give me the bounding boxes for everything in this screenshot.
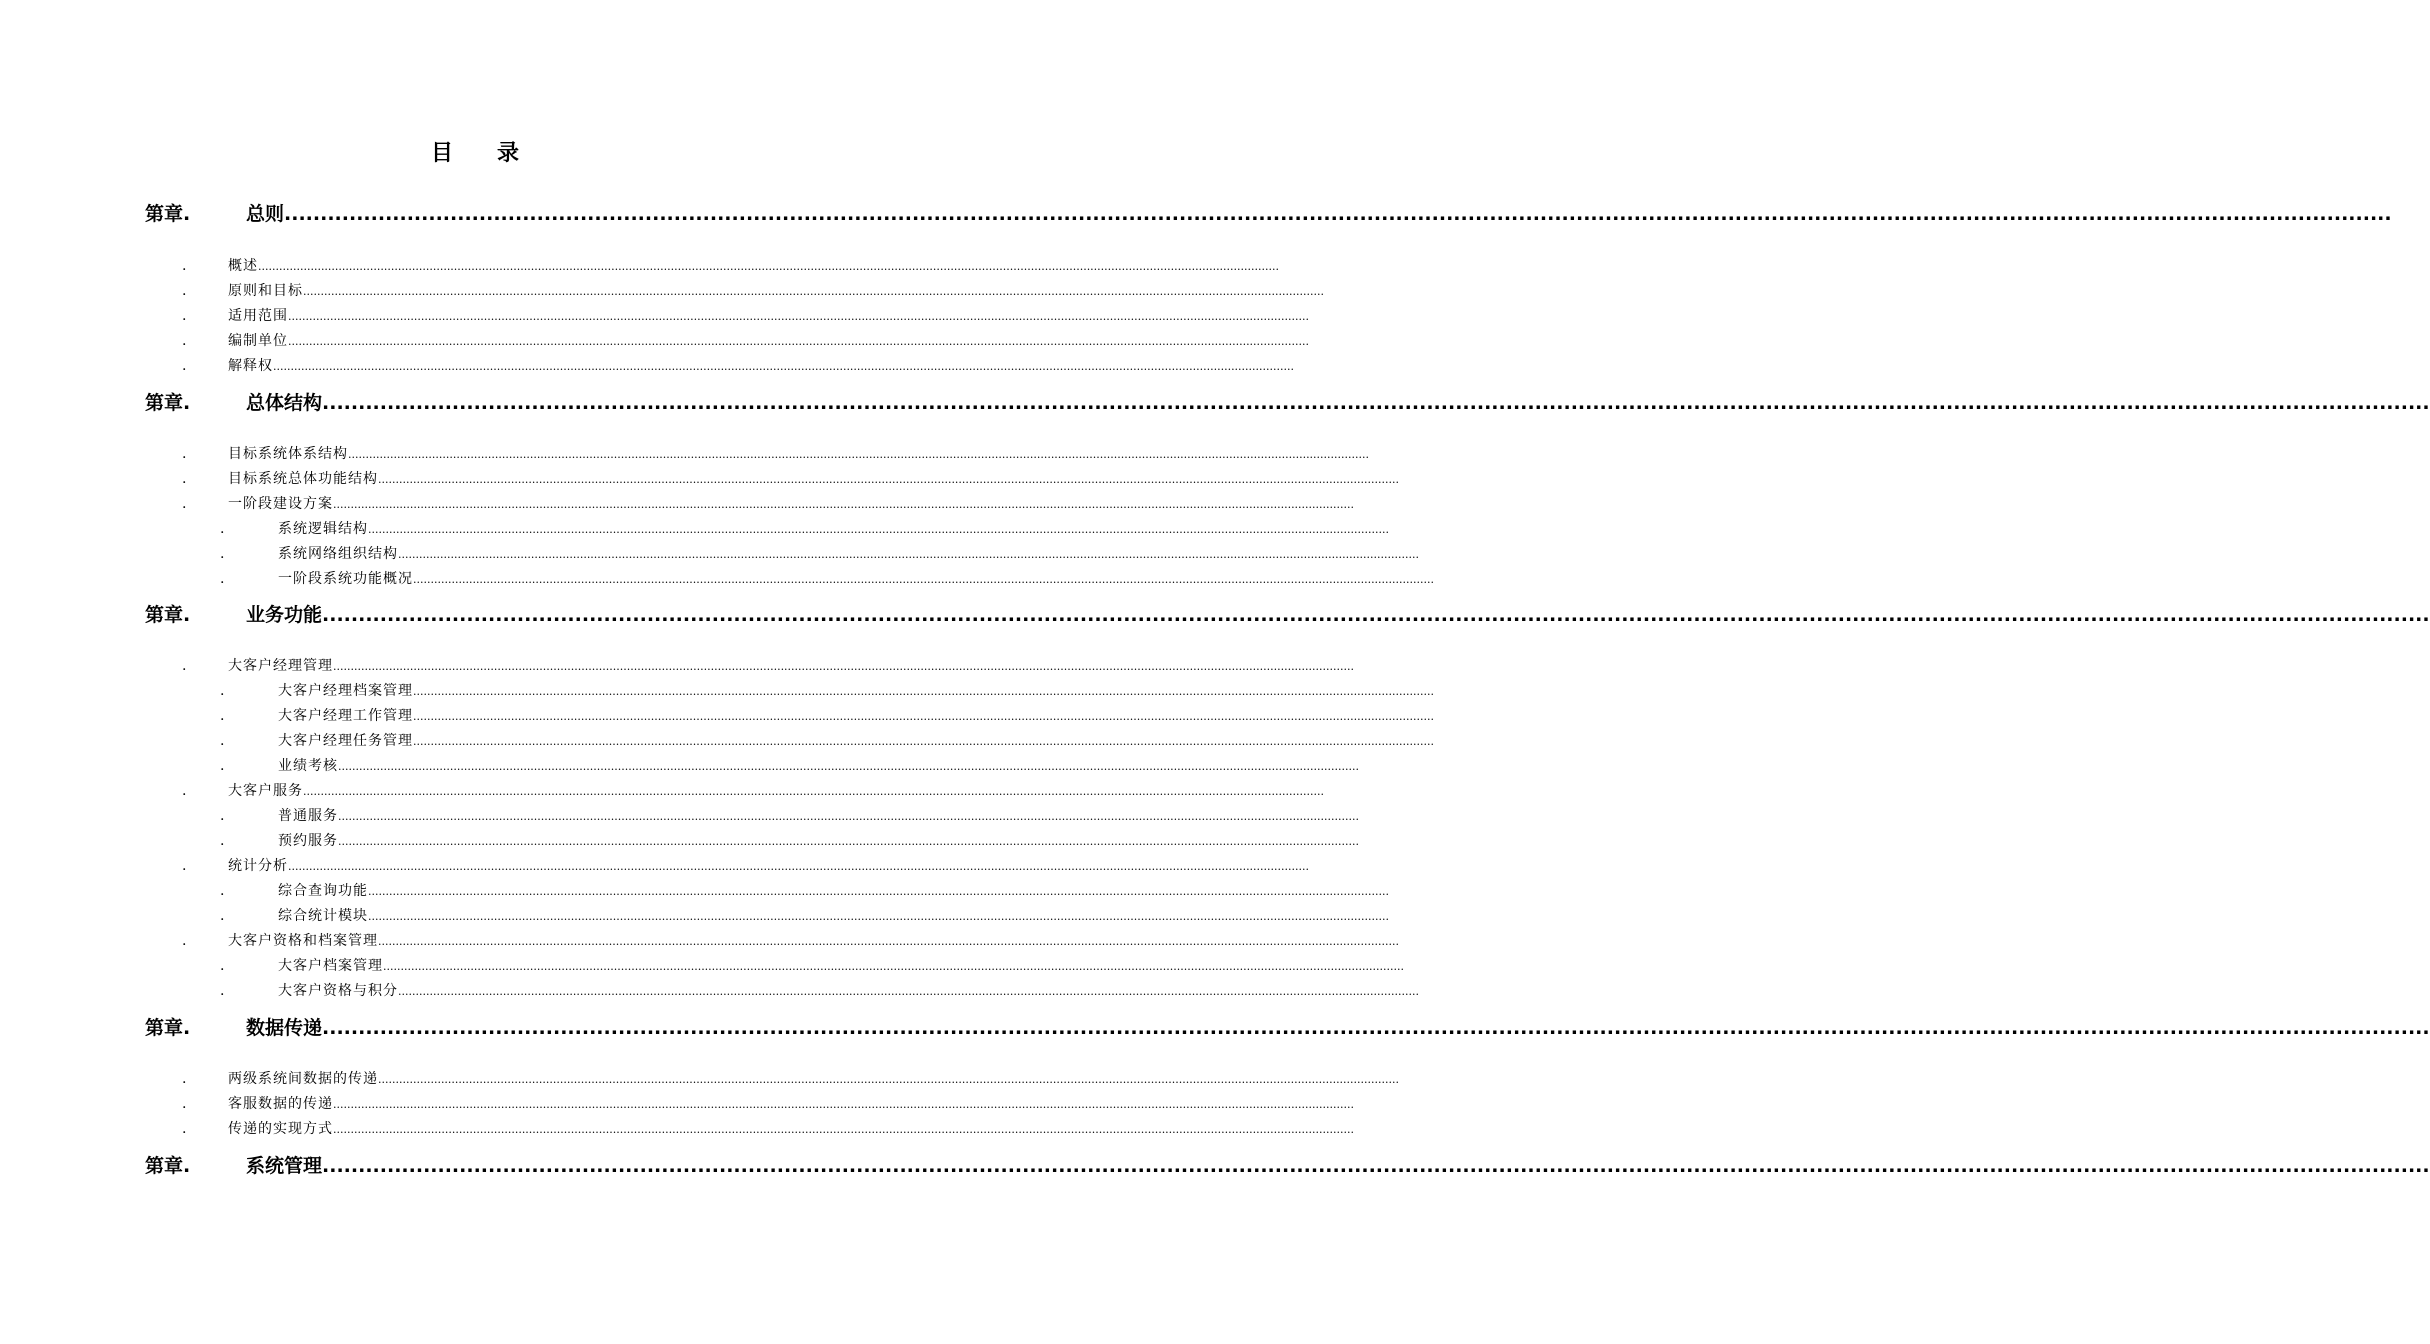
- toc-entry-number: .: [220, 908, 225, 924]
- dot-leader: ....................................................................................................................................................................................................................................................................................................: [288, 310, 1310, 323]
- toc-entry-title: 客服数据的传递: [228, 1096, 333, 1112]
- toc-entry-section[interactable]: [182, 305, 1310, 327]
- dot-leader: ....................................................................................................................................................................................................................................................................................................: [322, 1017, 2430, 1039]
- toc-entry-subsection[interactable]: [220, 980, 1420, 1002]
- toc-entry-subsection[interactable]: [220, 830, 1360, 852]
- dot-leader: ....................................................................................................................................................................................................................................................................................................: [322, 604, 2430, 626]
- dot-leader: ....................................................................................................................................................................................................................................................................................................: [338, 810, 1360, 823]
- toc-entry-title: 适用范围: [228, 308, 288, 324]
- dot-leader: ....................................................................................................................................................................................................................................................................................................: [288, 860, 1310, 873]
- toc-entry-title: 系统逻辑结构: [278, 521, 368, 537]
- toc-entry-number: .: [220, 808, 225, 824]
- toc-entry-title: 两级系统间数据的传递: [228, 1071, 378, 1087]
- toc-entry-title: 大客户经理档案管理: [278, 683, 413, 699]
- toc-entry-number: 第章.: [145, 203, 191, 225]
- dot-leader: ....................................................................................................................................................................................................................................................................................................: [303, 285, 1325, 298]
- toc-entry-number: .: [182, 333, 187, 349]
- toc-entry-number: .: [182, 283, 187, 299]
- dot-leader: ....................................................................................................................................................................................................................................................................................................: [383, 960, 1405, 973]
- toc-entry-subsection[interactable]: [220, 518, 1390, 540]
- toc-entry-title: 传递的实现方式: [228, 1121, 333, 1137]
- toc-entry-number: .: [220, 733, 225, 749]
- toc-entry-number: .: [220, 883, 225, 899]
- toc-entry-chapter[interactable]: [145, 199, 2392, 229]
- toc-entry-title: 目标系统体系结构: [228, 446, 348, 462]
- toc-entry-title: 业绩考核: [278, 758, 338, 774]
- toc-entry-title: 一阶段建设方案: [228, 496, 333, 512]
- toc-entry-number: .: [182, 1096, 187, 1112]
- toc-entry-subsection[interactable]: [220, 755, 1360, 777]
- toc-entry-title: 总则: [246, 203, 285, 225]
- toc-entry-subsection[interactable]: [220, 730, 1435, 752]
- toc-entry-title: 目标系统总体功能结构: [228, 471, 378, 487]
- toc-entry-section[interactable]: [182, 1093, 1355, 1115]
- toc-entry-title: 系统网络组织结构: [278, 546, 398, 562]
- toc-entry-section[interactable]: [182, 1068, 1400, 1090]
- dot-leader: ....................................................................................................................................................................................................................................................................................................: [322, 392, 2430, 414]
- dot-leader: ....................................................................................................................................................................................................................................................................................................: [413, 685, 1435, 698]
- toc-entry-section[interactable]: [182, 255, 1280, 277]
- toc-entry-number: .: [182, 858, 187, 874]
- toc-entry-subsection[interactable]: [220, 805, 1360, 827]
- toc-entry-number: .: [182, 1071, 187, 1087]
- toc-entry-title: 综合统计模块: [278, 908, 368, 924]
- toc-entry-number: .: [182, 258, 187, 274]
- toc-entry-title: 数据传递: [246, 1017, 323, 1039]
- toc-entry-section[interactable]: [182, 1118, 1355, 1140]
- toc-entry-title: 大客户经理任务管理: [278, 733, 413, 749]
- dot-leader: ....................................................................................................................................................................................................................................................................................................: [378, 935, 1400, 948]
- toc-heading: [0, 136, 950, 167]
- dot-leader: ....................................................................................................................................................................................................................................................................................................: [413, 573, 1435, 586]
- toc-entry-title: 系统管理: [246, 1155, 323, 1177]
- dot-leader: ....................................................................................................................................................................................................................................................................................................: [288, 335, 1310, 348]
- dot-leader: ....................................................................................................................................................................................................................................................................................................: [368, 523, 1390, 536]
- toc-entry-number: .: [220, 683, 225, 699]
- toc-entry-section[interactable]: [182, 655, 1355, 677]
- toc-entry-section[interactable]: [182, 468, 1400, 490]
- dot-leader: ....................................................................................................................................................................................................................................................................................................: [333, 1098, 1355, 1111]
- dot-leader: ....................................................................................................................................................................................................................................................................................................: [398, 548, 1420, 561]
- dot-leader: ....................................................................................................................................................................................................................................................................................................: [333, 660, 1355, 673]
- toc-entry-section[interactable]: [182, 493, 1355, 515]
- toc-entry-title: 原则和目标: [228, 283, 303, 299]
- toc-entry-number: .: [220, 521, 225, 537]
- dot-leader: ....................................................................................................................................................................................................................................................................................................: [368, 885, 1390, 898]
- toc-entry-title: 综合查询功能: [278, 883, 368, 899]
- toc-entry-title: 总体结构: [246, 392, 323, 414]
- toc-entry-title: 大客户经理管理: [228, 658, 333, 674]
- toc-entry-number: .: [220, 546, 225, 562]
- dot-leader: ....................................................................................................................................................................................................................................................................................................: [338, 760, 1360, 773]
- dot-leader: ....................................................................................................................................................................................................................................................................................................: [303, 785, 1325, 798]
- toc-entry-section[interactable]: [182, 780, 1325, 802]
- toc-entry-subsection[interactable]: [220, 705, 1435, 727]
- toc-entry-title: 普通服务: [278, 808, 338, 824]
- toc-entry-chapter[interactable]: [145, 388, 2430, 418]
- toc-entry-section[interactable]: [182, 443, 1370, 465]
- toc-entry-title: 大客户档案管理: [278, 958, 383, 974]
- toc-entry-number: 第章.: [145, 1017, 191, 1039]
- toc-entry-title: 大客户经理工作管理: [278, 708, 413, 724]
- toc-entry-title: 大客户资格和档案管理: [228, 933, 378, 949]
- dot-leader: ....................................................................................................................................................................................................................................................................................................: [258, 260, 1280, 273]
- toc-entry-subsection[interactable]: [220, 955, 1405, 977]
- toc-entry-section[interactable]: [182, 330, 1310, 352]
- toc-entry-section[interactable]: [182, 930, 1400, 952]
- toc-entry-chapter[interactable]: [145, 1013, 2430, 1043]
- toc-entry-number: .: [182, 658, 187, 674]
- toc-entry-number: .: [220, 708, 225, 724]
- toc-entry-chapter[interactable]: [145, 1151, 2430, 1181]
- toc-entry-number: .: [182, 783, 187, 799]
- toc-entry-subsection[interactable]: [220, 880, 1390, 902]
- toc-entry-number: .: [182, 358, 187, 374]
- toc-entry-title: 大客户服务: [228, 783, 303, 799]
- dot-leader: ....................................................................................................................................................................................................................................................................................................: [284, 203, 2392, 225]
- toc-entry-title: 一阶段系统功能概况: [278, 571, 413, 587]
- toc-entry-number: .: [182, 1121, 187, 1137]
- toc-entry-title: 预约服务: [278, 833, 338, 849]
- toc-entry-number: .: [182, 496, 187, 512]
- toc-entry-number: .: [182, 308, 187, 324]
- toc-entry-chapter[interactable]: [145, 600, 2430, 630]
- dot-leader: ....................................................................................................................................................................................................................................................................................................: [398, 985, 1420, 998]
- dot-leader: ....................................................................................................................................................................................................................................................................................................: [413, 735, 1435, 748]
- toc-entry-title: 概述: [228, 258, 258, 274]
- dot-leader: ....................................................................................................................................................................................................................................................................................................: [273, 360, 1295, 373]
- dot-leader: ....................................................................................................................................................................................................................................................................................................: [413, 710, 1435, 723]
- toc-entry-section[interactable]: [182, 355, 1295, 377]
- dot-leader: ....................................................................................................................................................................................................................................................................................................: [368, 910, 1390, 923]
- toc-entry-title: 业务功能: [246, 604, 323, 626]
- toc-entry-number: .: [220, 758, 225, 774]
- toc-entry-number: .: [220, 983, 225, 999]
- toc-entry-title: 大客户资格与积分: [278, 983, 398, 999]
- toc-entry-number: .: [220, 571, 225, 587]
- toc-entry-subsection[interactable]: [220, 568, 1435, 590]
- dot-leader: ....................................................................................................................................................................................................................................................................................................: [378, 1073, 1400, 1086]
- dot-leader: ....................................................................................................................................................................................................................................................................................................: [348, 448, 1370, 461]
- toc-entry-subsection[interactable]: [220, 680, 1435, 702]
- toc-heading-part2: 录: [497, 140, 520, 166]
- toc-entry-number: .: [182, 471, 187, 487]
- dot-leader: ....................................................................................................................................................................................................................................................................................................: [333, 1123, 1355, 1136]
- toc-entry-section[interactable]: [182, 855, 1310, 877]
- dot-leader: ....................................................................................................................................................................................................................................................................................................: [322, 1155, 2430, 1177]
- toc-entry-title: 统计分析: [228, 858, 288, 874]
- toc-entry-number: .: [220, 958, 225, 974]
- toc-entry-section[interactable]: [182, 280, 1325, 302]
- toc-entry-title: 编制单位: [228, 333, 288, 349]
- toc-heading-part1: 目: [430, 140, 453, 166]
- dot-leader: ....................................................................................................................................................................................................................................................................................................: [338, 835, 1360, 848]
- toc-entry-subsection[interactable]: [220, 905, 1390, 927]
- toc-entry-number: 第章.: [145, 392, 191, 414]
- toc-entry-number: .: [182, 933, 187, 949]
- toc-entry-number: 第章.: [145, 1155, 191, 1177]
- dot-leader: ....................................................................................................................................................................................................................................................................................................: [378, 473, 1400, 486]
- toc-entry-number: 第章.: [145, 604, 191, 626]
- dot-leader: ....................................................................................................................................................................................................................................................................................................: [333, 498, 1355, 511]
- toc-entry-number: .: [182, 446, 187, 462]
- toc-entry-subsection[interactable]: [220, 543, 1420, 565]
- toc-entry-title: 解释权: [228, 358, 273, 374]
- toc-entry-number: .: [220, 833, 225, 849]
